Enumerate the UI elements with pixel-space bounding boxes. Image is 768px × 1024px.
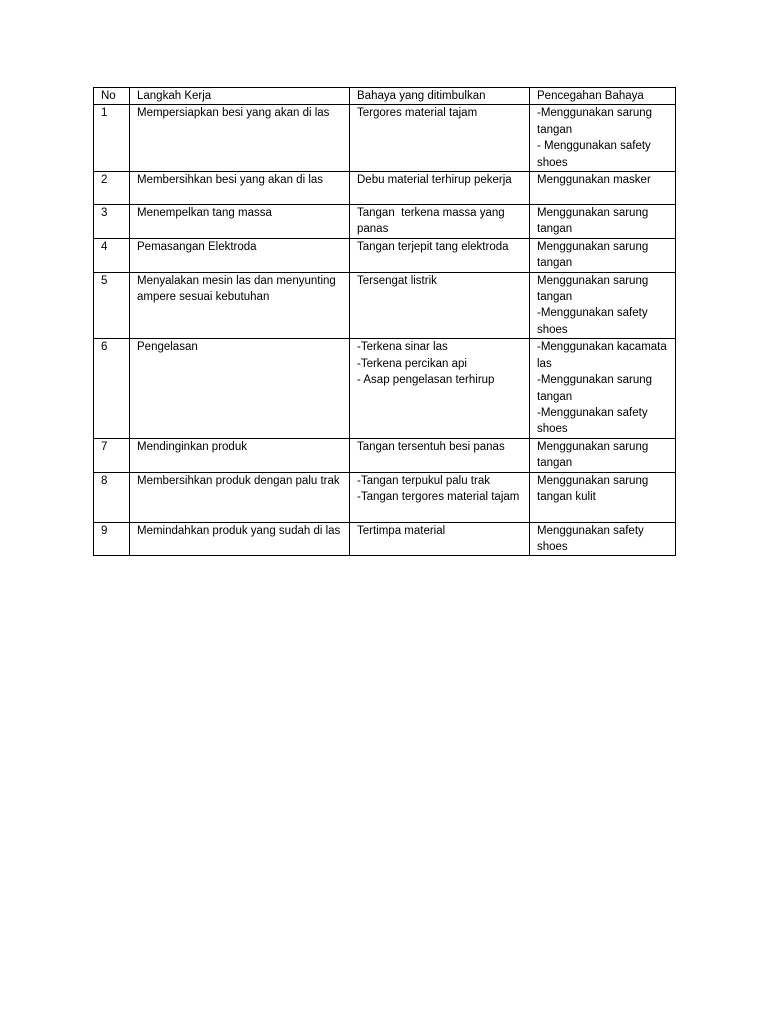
cell-pencegahan bbox=[530, 272, 676, 339]
cell-pencegahan bbox=[530, 339, 676, 438]
cell-langkah-kerja-line: Mendinginkan produk bbox=[137, 440, 247, 453]
cell-no: 5 bbox=[94, 272, 130, 339]
cell-langkah-kerja-line: Membersihkan besi yang akan di las bbox=[137, 174, 324, 187]
cell-bahaya bbox=[350, 522, 530, 556]
cell-no: 9 bbox=[94, 522, 130, 556]
cell-pencegahan-line: -Menggunakan safety shoes bbox=[537, 307, 651, 336]
cell-no: 2 bbox=[94, 172, 130, 205]
cell-bahaya-line: -Tangan terpukul palu trak bbox=[357, 474, 490, 487]
cell-bahaya bbox=[350, 105, 530, 172]
hazard-table bbox=[93, 87, 676, 556]
cell-langkah-kerja bbox=[130, 438, 350, 472]
header-pencegahan: Pencegahan Bahaya bbox=[530, 88, 676, 105]
cell-langkah-kerja-line: Pengelasan bbox=[137, 341, 198, 354]
cell-no: 7 bbox=[94, 438, 130, 472]
cell-bahaya-line: Debu material terhirup pekerja bbox=[357, 174, 512, 187]
cell-langkah-kerja bbox=[130, 172, 350, 205]
table-row bbox=[94, 522, 676, 556]
cell-no: 4 bbox=[94, 238, 130, 272]
cell-bahaya-line: -Tangan tergores material tajam bbox=[357, 490, 520, 503]
table-row bbox=[94, 339, 676, 438]
cell-pencegahan bbox=[530, 172, 676, 205]
table-row bbox=[94, 105, 676, 172]
cell-pencegahan bbox=[530, 522, 676, 556]
cell-pencegahan-line: -Menggunakan kacamata las bbox=[537, 341, 670, 370]
cell-bahaya bbox=[350, 238, 530, 272]
cell-pencegahan-line: Menggunakan sarung tangan bbox=[537, 274, 652, 304]
cell-pencegahan-line: -Menggunakan sarung tangan bbox=[537, 374, 656, 403]
table-row bbox=[94, 438, 676, 472]
cell-pencegahan-line: Menggunakan sarung tangan bbox=[537, 440, 652, 470]
cell-bahaya bbox=[350, 339, 530, 438]
cell-no: 6 bbox=[94, 339, 130, 438]
cell-bahaya-line: Tangan tersentuh besi panas bbox=[357, 440, 505, 453]
cell-bahaya-line: - Asap pengelasan terhirup bbox=[357, 374, 495, 387]
cell-bahaya-line: Tangan terkena massa yang panas bbox=[357, 207, 508, 236]
cell-bahaya bbox=[350, 472, 530, 522]
cell-bahaya-line: -Terkena percikan api bbox=[357, 357, 467, 370]
cell-bahaya-line: Tangan terjepit tang elektroda bbox=[357, 240, 509, 253]
cell-pencegahan-line: Menggunakan sarung tangan kulit bbox=[537, 474, 652, 503]
cell-bahaya bbox=[350, 438, 530, 472]
header-no: No bbox=[94, 88, 130, 105]
table-body bbox=[94, 105, 676, 556]
cell-pencegahan-line: Menggunakan sarung tangan bbox=[537, 207, 652, 236]
table-row bbox=[94, 238, 676, 272]
cell-pencegahan-line: -Menggunakan sarung tangan bbox=[537, 107, 656, 136]
cell-pencegahan bbox=[530, 238, 676, 272]
cell-langkah-kerja bbox=[130, 238, 350, 272]
cell-pencegahan-line: Menggunakan safety shoes bbox=[537, 524, 647, 553]
cell-langkah-kerja-line: Memindahkan produk yang sudah di las bbox=[137, 524, 341, 537]
cell-pencegahan bbox=[530, 438, 676, 472]
cell-langkah-kerja bbox=[130, 205, 350, 239]
cell-langkah-kerja bbox=[130, 339, 350, 438]
cell-pencegahan bbox=[530, 472, 676, 522]
cell-langkah-kerja bbox=[130, 105, 350, 172]
table-header-row bbox=[94, 88, 676, 105]
cell-langkah-kerja-line: Membersihkan produk dengan palu trak bbox=[137, 474, 340, 487]
cell-bahaya bbox=[350, 172, 530, 205]
cell-bahaya-line: Tersengat listrik bbox=[357, 274, 437, 287]
cell-bahaya bbox=[350, 205, 530, 239]
cell-bahaya-line: Tertimpa material bbox=[357, 524, 446, 537]
cell-pencegahan-line: -Menggunakan safety shoes bbox=[537, 406, 651, 436]
cell-pencegahan bbox=[530, 205, 676, 239]
table-row bbox=[94, 472, 676, 522]
cell-pencegahan bbox=[530, 105, 676, 172]
header-langkah-kerja: Langkah Kerja bbox=[130, 88, 350, 105]
cell-bahaya bbox=[350, 272, 530, 339]
cell-langkah-kerja-line: Mempersiapkan besi yang akan di las bbox=[137, 107, 330, 120]
cell-langkah-kerja-line: Menyalakan mesin las dan menyunting ampere sesuai kebutuhan bbox=[137, 274, 340, 304]
cell-no: 1 bbox=[94, 105, 130, 172]
cell-pencegahan-line: - Menggunakan safety shoes bbox=[537, 140, 654, 169]
cell-pencegahan-line: Menggunakan sarung tangan bbox=[537, 240, 652, 270]
cell-langkah-kerja-line: Pemasangan Elektroda bbox=[137, 240, 257, 253]
cell-no: 3 bbox=[94, 205, 130, 239]
cell-bahaya-line: Tergores material tajam bbox=[357, 107, 478, 120]
header-bahaya: Bahaya yang ditimbulkan bbox=[350, 88, 530, 105]
cell-langkah-kerja-line: Menempelkan tang massa bbox=[137, 207, 272, 220]
table-row bbox=[94, 272, 676, 339]
cell-no: 8 bbox=[94, 472, 130, 522]
cell-langkah-kerja bbox=[130, 272, 350, 339]
cell-langkah-kerja bbox=[130, 472, 350, 522]
cell-langkah-kerja bbox=[130, 522, 350, 556]
cell-pencegahan-line: Menggunakan masker bbox=[537, 174, 651, 187]
table-row bbox=[94, 205, 676, 239]
table-row bbox=[94, 172, 676, 205]
cell-bahaya-line: -Terkena sinar las bbox=[357, 341, 448, 354]
